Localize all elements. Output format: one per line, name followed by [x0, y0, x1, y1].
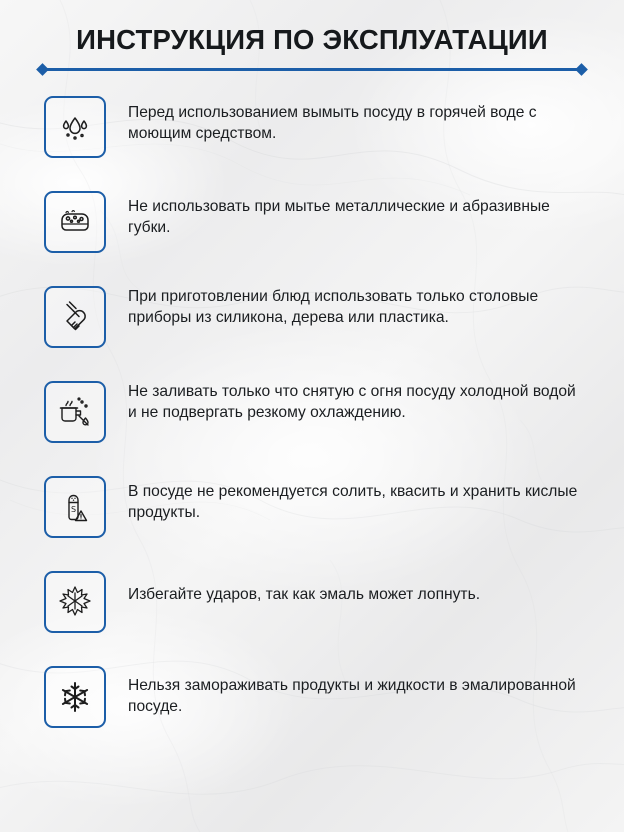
list-item-text: Избегайте ударов, так как эмаль может лопнуть.: [128, 586, 481, 603]
icon-container: [44, 286, 106, 348]
list-item: [44, 666, 602, 728]
icon-container: [44, 476, 106, 538]
list-item: [44, 191, 602, 253]
water-drops-icon: [57, 109, 93, 145]
divider-dot-right: [575, 63, 588, 76]
list-item: [44, 571, 602, 633]
icon-container: [44, 96, 106, 158]
list-item-text: Перед использованием вымыть посуду в горячей воде с моющим средством.: [128, 104, 537, 143]
list-item: [44, 286, 602, 348]
header: [0, 24, 624, 74]
divider-line: [47, 68, 577, 71]
list-item-text: В посуде не рекомендуется солить, квасить и хранить кислые продукты.: [128, 483, 578, 522]
icon-container: [44, 666, 106, 728]
list-item-text: Не заливать только что снятую с огня посуду холодной водой и не подвергать резкому охлаждению.: [128, 383, 576, 422]
svg-text:S: S: [71, 505, 77, 514]
icon-container: [44, 571, 106, 633]
list-item: [44, 381, 602, 443]
icon-container: [44, 381, 106, 443]
list-item-text: Нельзя замораживать продукты и жидкости в эмалированной посуде.: [128, 677, 576, 716]
spatula-icon: [58, 300, 92, 334]
page-title: ИНСТРУКЦИЯ ПО ЭКСПЛУАТАЦИИ: [76, 24, 548, 55]
snowflake-icon: [57, 679, 93, 715]
sponge-icon: [56, 203, 94, 241]
divider-dot-left: [36, 63, 49, 76]
impact-crack-icon: [56, 583, 94, 621]
list-item: [44, 96, 602, 158]
instruction-list: [44, 96, 602, 761]
hot-pot-no-water-icon: [55, 392, 95, 432]
list-item: [44, 476, 602, 538]
icon-container: [44, 191, 106, 253]
list-item-text: Не использовать при мытье металлические и абразивные губки.: [128, 198, 550, 237]
title-divider: [38, 65, 586, 74]
salt-shaker-prohibited-icon: [57, 489, 93, 525]
list-item-text: При приготовлении блюд использовать только столовые приборы из силикона, дерева или пластика.: [128, 288, 539, 327]
